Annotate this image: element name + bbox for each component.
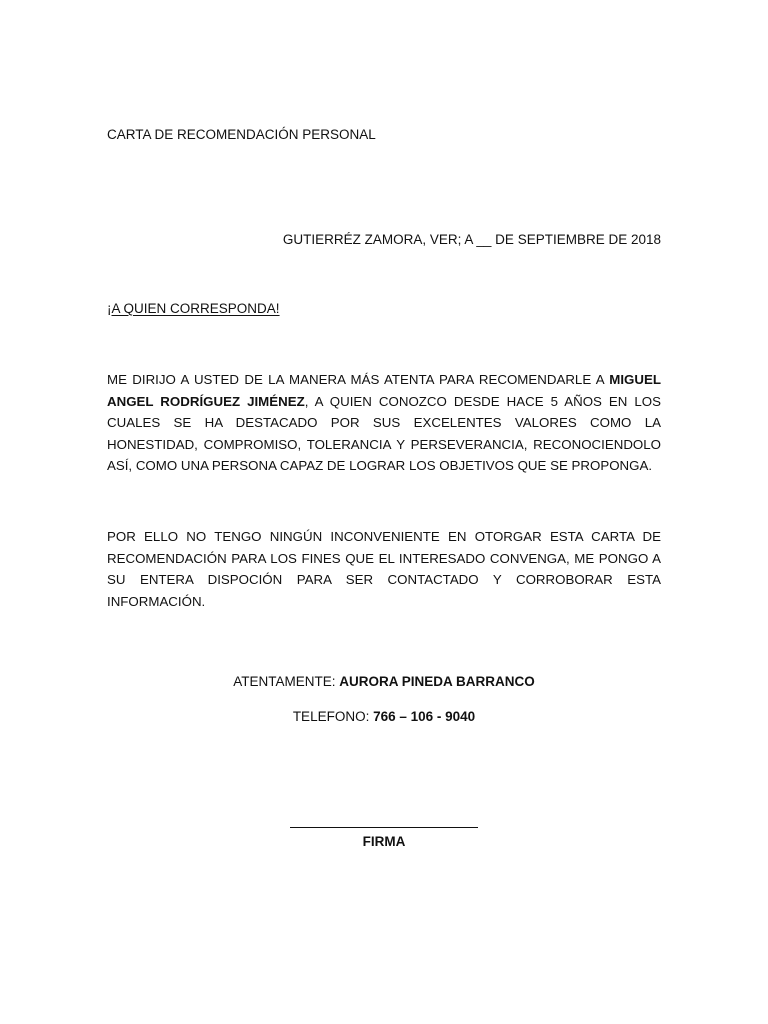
paragraph1-before-name: ME DIRIJO A USTED DE LA MANERA MÁS ATENTA PARA RECOMENDARLE A	[107, 372, 610, 387]
phone	[107, 709, 661, 724]
paragraph-availability: POR ELLO NO TENGO NINGÚN INCONVENIENTE EN OTORGAR ESTA CARTA DE RECOMENDACIÓN PARA LOS FINES QUE EL INTERESADO CONVENGA, ME PONGO A SU ENTERA DISPOCIÓN PARA SER CONTACTADO Y CORROBORAR ESTA INFORMACIÓN.	[107, 529, 661, 609]
phone-number: 766 – 106 - 9040	[373, 709, 476, 724]
place-and-date: GUTIERRÉZ ZAMORA, VER; A __ DE SEPTIEMBRE DE 2018	[282, 232, 661, 247]
signature-line	[290, 817, 478, 828]
greeting	[107, 301, 280, 316]
phone-label: TELEFONO:	[292, 709, 374, 724]
sign-off-label: ATENTAMENTE:	[233, 674, 340, 689]
signer-name: AURORA PINEDA BARRANCO	[339, 674, 535, 689]
recommended-person-name: MIGUEL ANGEL RODRÍGUEZ JIMÉNEZ	[107, 372, 661, 409]
greeting-text: A QUIEN CORRESPONDA!	[111, 301, 280, 316]
paragraph1-after-name: , A QUIEN CONOZCO DESDE HACE 5 AÑOS EN LOS CUALES SE HA DESTACADO POR SUS EXCELENTES VALORES COMO LA HONESTIDAD, COMPROMISO, TOLERANCIA Y PERSEVERANCIA, RECONOCIENDOLO ASÍ, COMO UNA PERSONA CAPAZ DE LOGRAR LOS OBJETIVOS QUE SE PROPONGA.	[107, 393, 661, 474]
letter-title: CARTA DE RECOMENDACIÓN PERSONAL	[107, 127, 376, 142]
sign-off	[107, 674, 661, 689]
greeting-prefix: ¡	[107, 301, 112, 316]
paragraph-recommendation	[107, 369, 661, 477]
signature-label: FIRMA	[362, 834, 406, 849]
